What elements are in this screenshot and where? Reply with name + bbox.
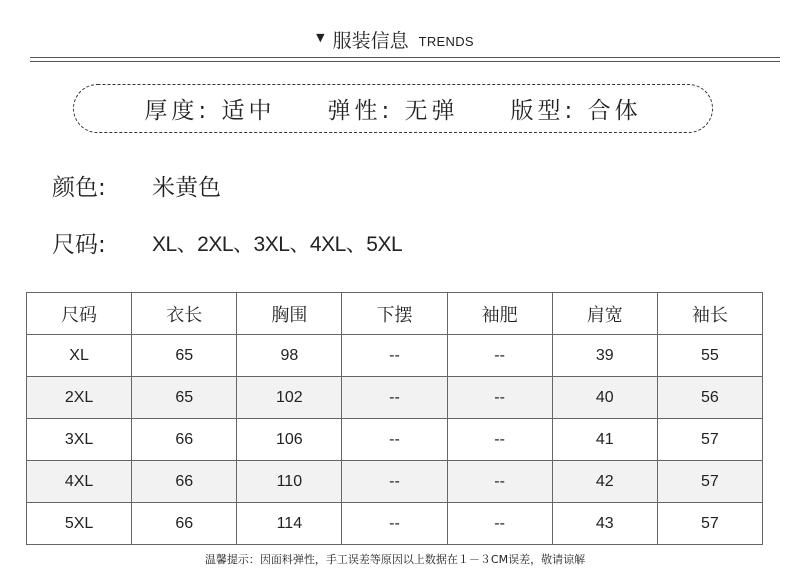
property-thickness: [144, 92, 275, 125]
table-cell: --: [447, 335, 552, 377]
table-row: [27, 335, 763, 377]
triangle-down-icon: ▼: [316, 31, 325, 44]
table-cell: 66: [132, 419, 237, 461]
table-row: [27, 419, 763, 461]
property-label: 弹性:: [327, 98, 394, 124]
size-label: 尺码:: [52, 232, 106, 258]
table-cell: 3XL: [27, 419, 132, 461]
size-info: [52, 226, 402, 259]
property-value: 无弹: [404, 98, 459, 124]
table-row: [27, 377, 763, 419]
table-cell: 65: [132, 377, 237, 419]
table-cell: 39: [552, 335, 657, 377]
header-hem: 下摆: [342, 293, 447, 335]
table-cell: 66: [132, 503, 237, 545]
section-title: 服装信息: [332, 30, 409, 52]
header-length: 衣长: [132, 293, 237, 335]
table-header-row: [27, 293, 763, 335]
table-cell: --: [342, 461, 447, 503]
color-value: 米黄色: [152, 175, 221, 201]
table-cell: 57: [657, 503, 762, 545]
properties-box: [73, 84, 713, 133]
table-cell: 110: [237, 461, 342, 503]
table-cell: --: [342, 377, 447, 419]
table-cell: 5XL: [27, 503, 132, 545]
table-cell: 56: [657, 377, 762, 419]
table-cell: 40: [552, 377, 657, 419]
section-header: [0, 26, 790, 54]
table-cell: 102: [237, 377, 342, 419]
table-cell: 114: [237, 503, 342, 545]
table-cell: 65: [132, 335, 237, 377]
table-cell: 57: [657, 419, 762, 461]
property-value: 合体: [587, 98, 642, 124]
property-fit: [511, 92, 642, 125]
header-shoulder: 肩宽: [552, 293, 657, 335]
header-divider-bottom: [30, 61, 780, 62]
header-sleeve-width: 袖肥: [447, 293, 552, 335]
table-cell: --: [342, 419, 447, 461]
table-row: [27, 503, 763, 545]
property-value: 适中: [221, 98, 276, 124]
property-elasticity: [327, 92, 458, 125]
header-size: 尺码: [27, 293, 132, 335]
table-cell: 98: [237, 335, 342, 377]
table-row: [27, 461, 763, 503]
header-divider-top: [30, 57, 780, 58]
table-cell: 2XL: [27, 377, 132, 419]
table-cell: 41: [552, 419, 657, 461]
color-info: [52, 169, 221, 202]
table-cell: 42: [552, 461, 657, 503]
table-cell: --: [447, 377, 552, 419]
table-cell: 106: [237, 419, 342, 461]
property-label: 版型:: [510, 98, 577, 124]
table-cell: 66: [132, 461, 237, 503]
table-cell: --: [342, 503, 447, 545]
property-label: 厚度:: [144, 98, 211, 124]
header-bust: 胸围: [237, 293, 342, 335]
table-cell: --: [447, 419, 552, 461]
footnote: 温馨提示：因面料弹性，手工误差等原因以上数据在１－３CM误差，敬请谅解: [204, 553, 586, 566]
table-cell: XL: [27, 335, 132, 377]
table-cell: --: [447, 461, 552, 503]
table-cell: --: [447, 503, 552, 545]
size-chart-table: [26, 292, 763, 545]
color-label: 颜色:: [52, 175, 106, 201]
table-cell: --: [342, 335, 447, 377]
section-subtitle: TRENDS: [418, 34, 474, 49]
header-sleeve-length: 袖长: [657, 293, 762, 335]
table-cell: 55: [657, 335, 762, 377]
table-cell: 57: [657, 461, 762, 503]
table-cell: 4XL: [27, 461, 132, 503]
size-value: XL、2XL、3XL、4XL、5XL: [152, 232, 403, 256]
table-cell: 43: [552, 503, 657, 545]
